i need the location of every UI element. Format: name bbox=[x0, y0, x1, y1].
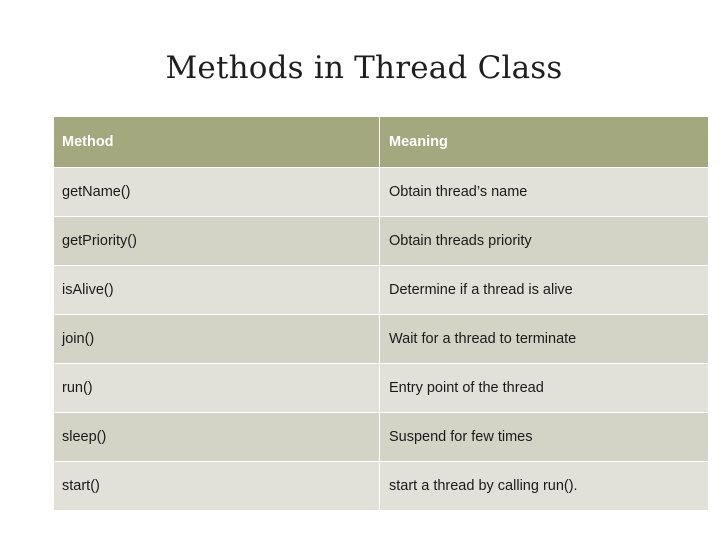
table-header-row bbox=[54, 117, 708, 168]
method-cell: join() bbox=[54, 315, 380, 364]
header-method: Method bbox=[54, 117, 380, 168]
meaning-cell: Determine if a thread is alive bbox=[380, 266, 708, 315]
meaning-cell: Obtain thread’s name bbox=[380, 168, 708, 217]
method-cell: getPriority() bbox=[54, 217, 380, 266]
method-cell: isAlive() bbox=[54, 266, 380, 315]
meaning-cell: Entry point of the thread bbox=[380, 364, 708, 413]
meaning-cell: start a thread by calling run(). bbox=[380, 462, 708, 511]
table-row bbox=[54, 266, 708, 315]
method-cell: start() bbox=[54, 462, 380, 511]
table-row bbox=[54, 315, 708, 364]
header-meaning: Meaning bbox=[380, 117, 708, 168]
methods-table bbox=[54, 117, 708, 511]
table-row bbox=[54, 217, 708, 266]
method-cell: run() bbox=[54, 364, 380, 413]
slide-title: Methods in Thread Class bbox=[165, 50, 563, 86]
methods-table-container bbox=[54, 117, 708, 511]
meaning-cell: Wait for a thread to terminate bbox=[380, 315, 708, 364]
table-row bbox=[54, 364, 708, 413]
table-row bbox=[54, 462, 708, 511]
table-row bbox=[54, 168, 708, 217]
method-cell: getName() bbox=[54, 168, 380, 217]
meaning-cell: Suspend for few times bbox=[380, 413, 708, 462]
table-row bbox=[54, 413, 708, 462]
meaning-cell: Obtain threads priority bbox=[380, 217, 708, 266]
method-cell: sleep() bbox=[54, 413, 380, 462]
